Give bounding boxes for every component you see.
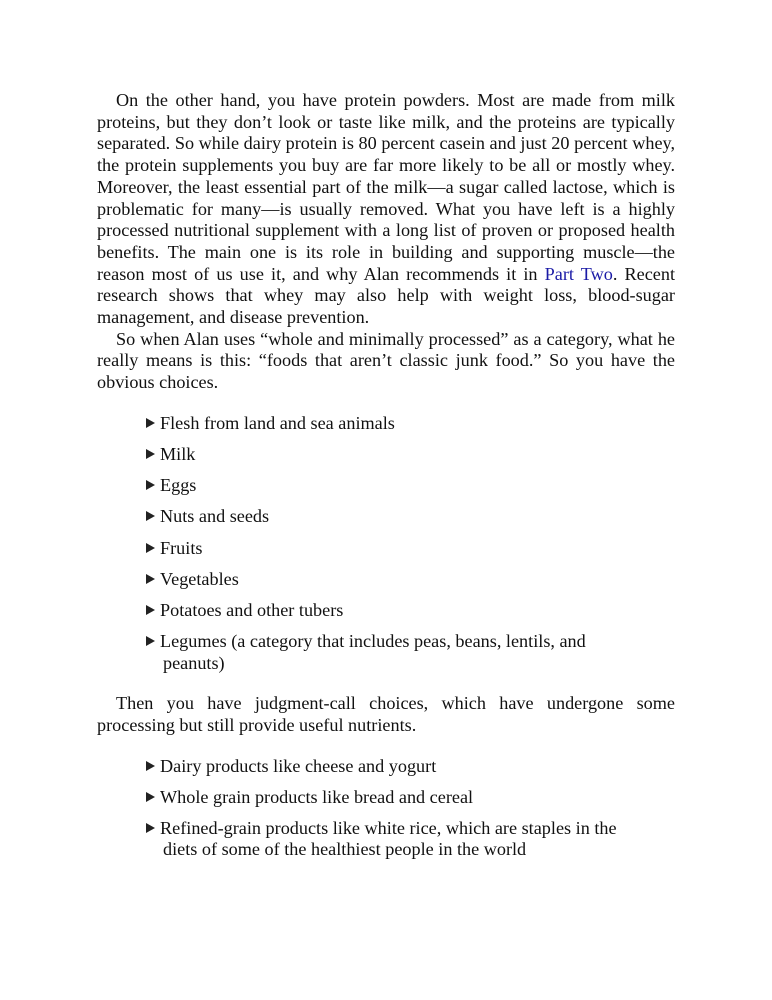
list-item [146, 787, 626, 809]
list-item [146, 444, 626, 466]
list-item-text: Milk [160, 444, 196, 465]
paragraph-judgment-call: Then you have judgment-call choices, which have undergone some processing but still provide useful nutrients. [97, 693, 675, 735]
list-item-text: Flesh from land and sea animals [160, 412, 395, 433]
list-item-text: Potatoes and other tubers [160, 599, 344, 620]
list-item-text: Legumes (a category that includes peas, beans, lentils, and [160, 631, 586, 652]
list-item-continuation: peanuts) [163, 652, 225, 673]
paragraph-text: . Recent research shows that whey may also help with weight loss, blood-sugar management, and disease prevention. [97, 263, 675, 328]
triangle-bullet-icon [146, 511, 155, 521]
list-item-continuation: diets of some of the healthiest people in the world [163, 839, 527, 860]
triangle-bullet-icon [146, 636, 155, 646]
part-two-link[interactable]: Part Two [544, 263, 613, 284]
triangle-bullet-icon [146, 761, 155, 771]
list-item [146, 506, 626, 528]
list-item [146, 631, 626, 674]
judgment-call-choices-list [146, 756, 626, 861]
list-item-text: Whole grain products like bread and cereal [160, 786, 474, 807]
triangle-bullet-icon [146, 574, 155, 584]
triangle-bullet-icon [146, 480, 155, 490]
list-item-text: Fruits [160, 537, 203, 558]
list-item [146, 475, 626, 497]
triangle-bullet-icon [146, 418, 155, 428]
triangle-bullet-icon [146, 543, 155, 553]
list-item-text: Nuts and seeds [160, 506, 270, 527]
triangle-bullet-icon [146, 792, 155, 802]
list-item-text: Dairy products like cheese and yogurt [160, 755, 437, 776]
triangle-bullet-icon [146, 605, 155, 615]
list-item-text: Refined-grain products like white rice, which are staples in the [160, 817, 617, 838]
list-item [146, 600, 626, 622]
triangle-bullet-icon [146, 823, 155, 833]
list-item [146, 413, 626, 435]
list-item [146, 569, 626, 591]
paragraph-text: On the other hand, you have protein powders. Most are made from milk proteins, but they don’t look or taste like milk, and the proteins are typically separated. So while dairy protein is 80 percent casein and just 20 percent whey, the protein supplements you buy are far more likely to be all or mostly whey. Moreover, the least essential part of the milk—a sugar called lactose, which is problematic for many—is usually removed. What you have left is a highly processed nutritional supplement with a long list of proven or proposed health benefits. The main one is its role in building and supporting muscle—the reason most of us use it, and why Alan recommends it in [97, 90, 675, 284]
list-item [146, 756, 626, 778]
paragraph-whole-minimally-processed: So when Alan uses “whole and minimally processed” as a category, what he really means is this: “foods that aren’t classic junk food.” So you have the obvious choices. [97, 328, 675, 393]
paragraph-protein-powders [97, 90, 675, 329]
triangle-bullet-icon [146, 449, 155, 459]
document-page [97, 90, 675, 861]
list-item-text: Eggs [160, 475, 197, 496]
list-item-text: Vegetables [160, 568, 239, 589]
obvious-choices-list [146, 413, 626, 674]
list-item [146, 818, 626, 861]
list-item [146, 538, 626, 560]
